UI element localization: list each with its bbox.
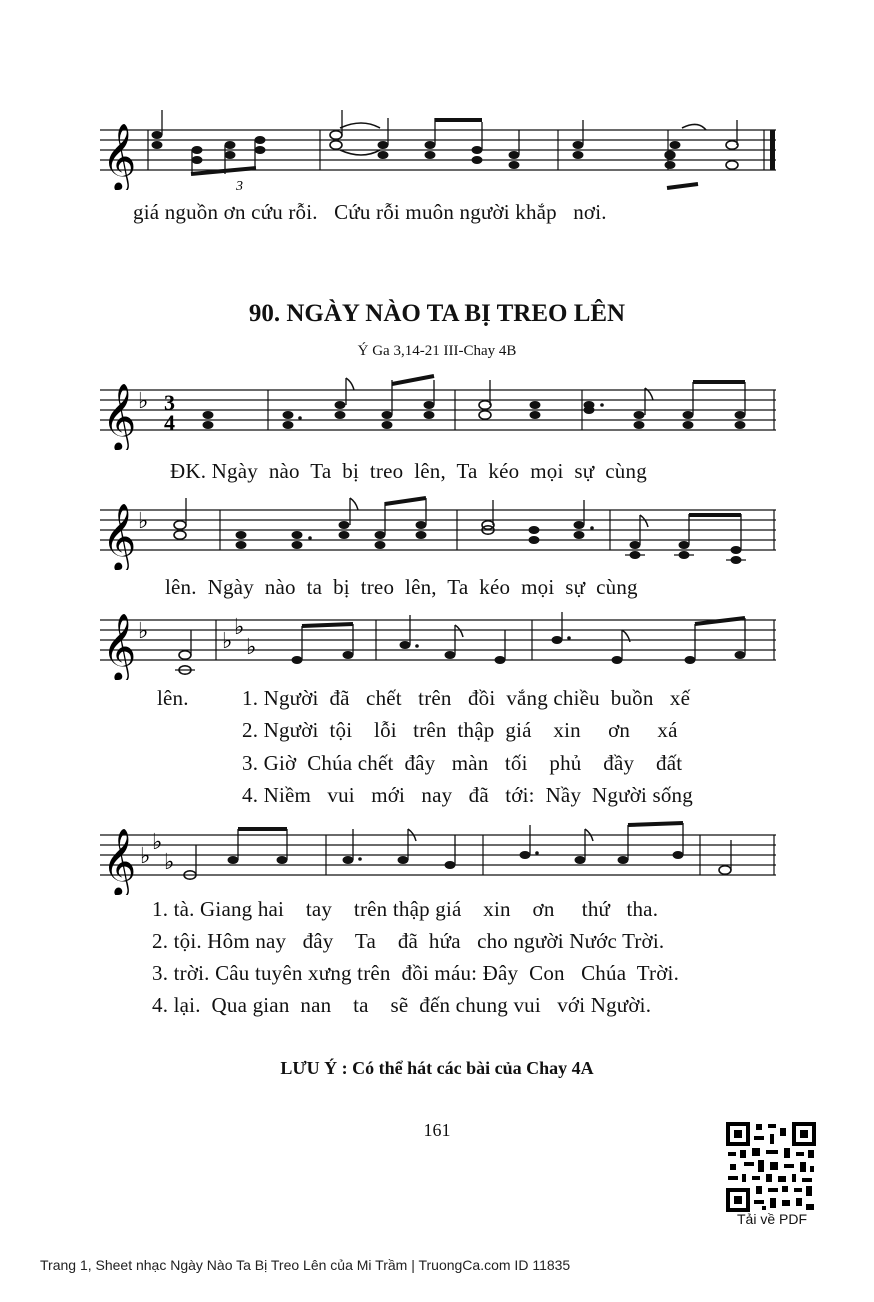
time-sig-top: 3 — [164, 390, 175, 415]
note-line: LƯU Ý : Có thể hát các bài của Chay 4A — [280, 1058, 594, 1078]
staff-3 — [100, 490, 776, 570]
verse-part1-line-1: 1. Người đã chết trên đồi vắng chiều buồn xế — [242, 686, 691, 710]
page-number: 161 — [423, 1120, 451, 1140]
verse-part2-line-4: 4. lại. Qua gian nan ta sẽ đến chung vui với Người. — [152, 993, 652, 1017]
refrain-line-1: ĐK. Ngày nào Ta bị treo lên, Ta kéo mọi sự cùng — [170, 459, 647, 483]
treble-clef-icon: 𝄞 — [102, 612, 137, 680]
verse-part1-line-3: 3. Giờ Chúa chết đây màn tối phủ đầy đất — [242, 751, 683, 775]
treble-clef-icon: 𝄞 — [102, 122, 137, 190]
flat-sign: ♭ — [246, 635, 257, 660]
refrain-line-2: lên. Ngày nào ta bị treo lên, Ta kéo mọi sự cùng — [165, 575, 638, 599]
treble-clef-icon: 𝄞 — [102, 827, 137, 895]
treble-clef-icon: 𝄞 — [102, 502, 137, 570]
verse-part1-line-4: 4. Niềm vui mới nay đã tới: Nầy Người sống — [242, 783, 693, 807]
footer-text: Trang 1, Sheet nhạc Ngày Nào Ta Bị Treo Lên của Mi Trầm | TruongCa.com ID 11835 — [40, 1257, 571, 1273]
song-subtitle: Ý Ga 3,14-21 III-Chay 4B — [357, 343, 517, 359]
staff-2 — [100, 370, 776, 450]
verse-lead: lên. — [157, 686, 189, 710]
flat-sign: ♭ — [222, 629, 233, 654]
flat-sign: ♭ — [140, 844, 151, 869]
treble-clef-icon: 𝄞 — [102, 382, 137, 450]
verse-part2-line-2: 2. tội. Hôm nay đây Ta đã hứa cho người Nước Trời. — [152, 929, 665, 953]
flat-sign: ♭ — [138, 389, 149, 414]
verse-part2-line-1: 1. tà. Giang hai tay trên thập giá xin ơn thứ tha. — [152, 897, 659, 921]
flat-sign: ♭ — [164, 850, 175, 875]
staff-1 — [100, 110, 776, 190]
time-sig-bottom: 4 — [164, 410, 175, 435]
triplet-mark: 3 — [236, 179, 243, 190]
flat-sign: ♭ — [138, 509, 149, 534]
staff-4 — [100, 600, 776, 680]
qr-code-icon[interactable] — [726, 1122, 816, 1212]
flat-sign: ♭ — [152, 830, 163, 855]
song-title: 90. NGÀY NÀO TA BỊ TREO LÊN — [248, 300, 626, 327]
verse-part2-line-3: 3. trời. Câu tuyên xưng trên đồi máu: Đây Con Chúa Trời. — [152, 961, 680, 985]
top-lyric: giá nguồn ơn cứu rỗi. Cứu rỗi muôn người khắp nơi. — [133, 200, 607, 224]
flat-sign: ♭ — [138, 619, 149, 644]
flat-sign: ♭ — [234, 615, 245, 640]
staff-5 — [100, 815, 776, 895]
verse-part1-line-2: 2. Người tội lỗi trên thập giá xin ơn xá — [242, 718, 678, 742]
download-pdf-link[interactable]: Tải về PDF — [736, 1211, 807, 1227]
